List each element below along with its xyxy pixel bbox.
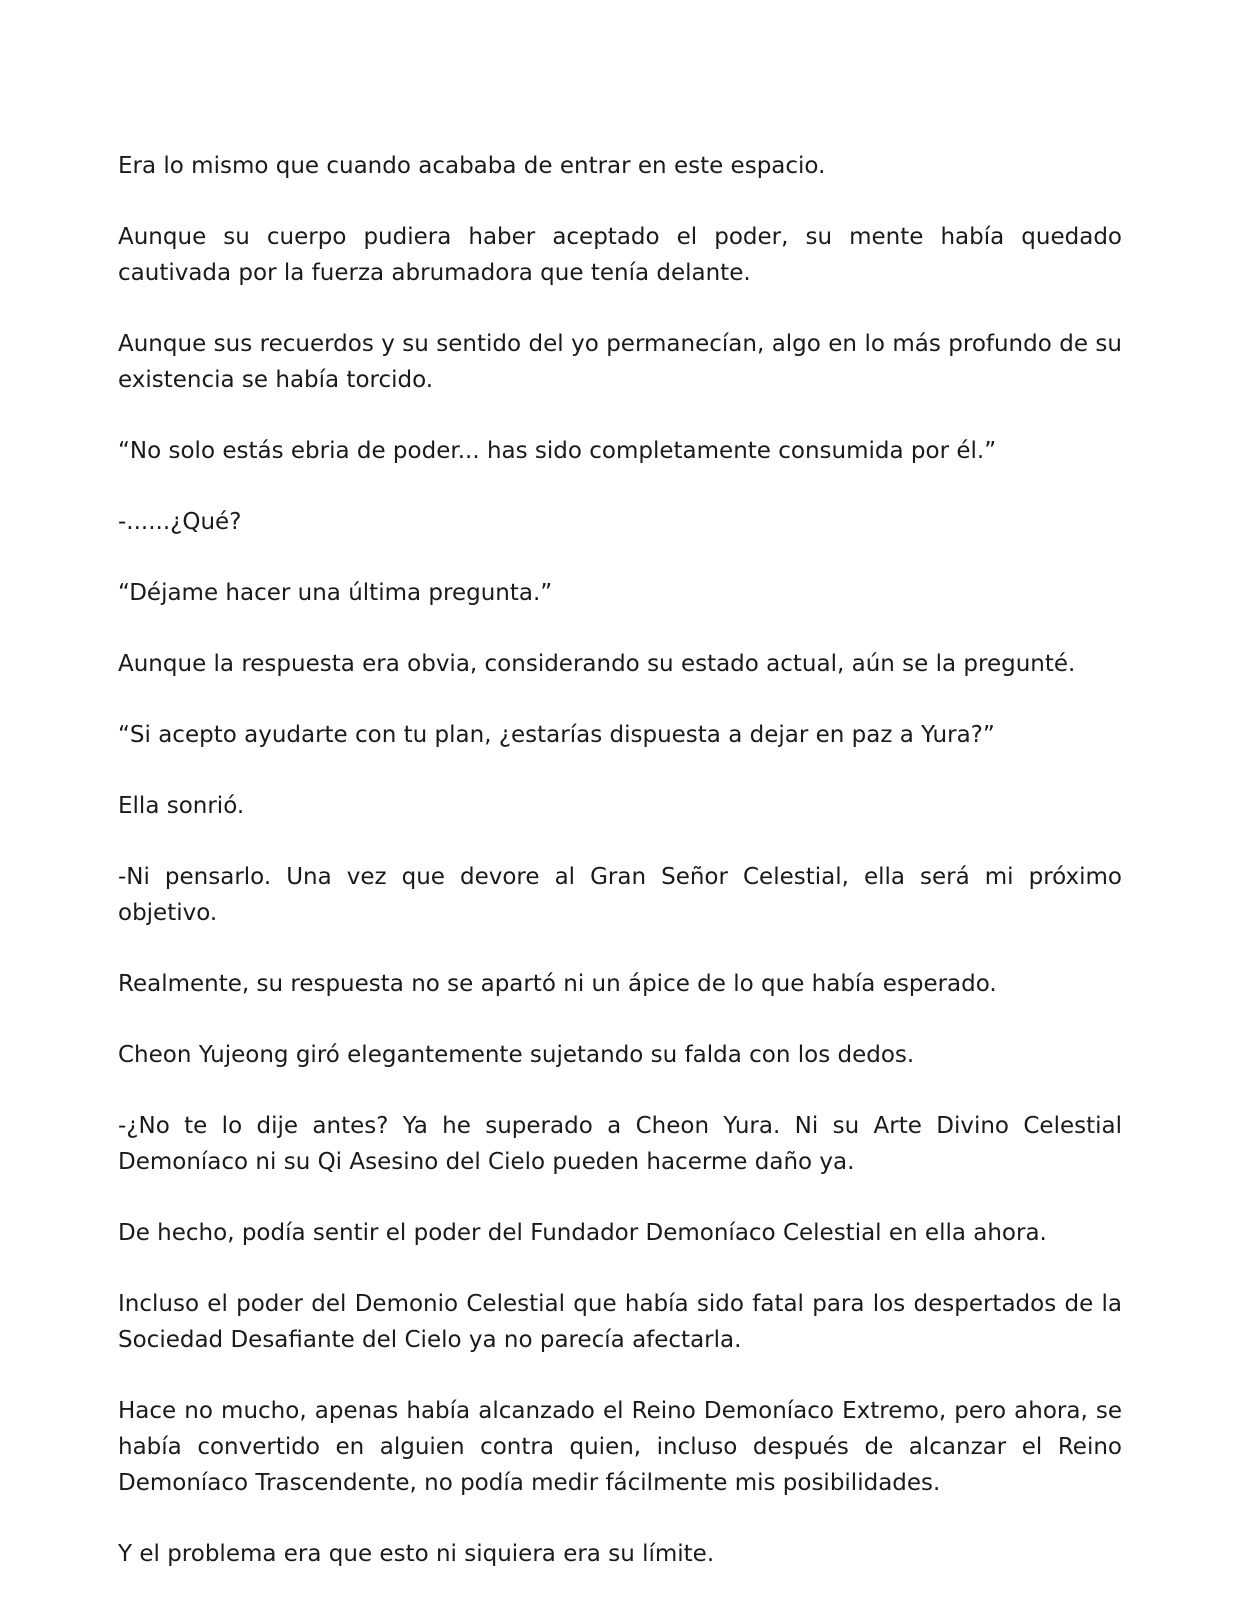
paragraph: Cheon Yujeong giró elegantemente sujetando su falda con los dedos. [118, 1042, 915, 1068]
paragraph: Aunque su cuerpo pudiera haber aceptado el poder, su mente había quedado cautivada por la fuerza abrumadora que tenía delante. [118, 224, 1122, 286]
paragraph: Era lo mismo que cuando acababa de entrar en este espacio. [118, 153, 826, 179]
paragraph: -¿No te lo dije antes? Ya he superado a Cheon Yura. Ni su Arte Divino Celestial Demoníaco ni su Qi Asesino del Cielo pueden hacerme daño ya. [118, 1113, 1122, 1175]
paragraph: Incluso el poder del Demonio Celestial que había sido fatal para los despertados de la Sociedad Desafiante del Cielo ya no parecía afectarla. [118, 1291, 1122, 1353]
paragraph: -Ni pensarlo. Una vez que devore al Gran Señor Celestial, ella será mi próximo objetivo. [118, 864, 1122, 926]
paragraph: Ella sonrió. [118, 793, 245, 819]
paragraph: Aunque la respuesta era obvia, considerando su estado actual, aún se la pregunté. [118, 651, 1076, 677]
paragraph: Hace no mucho, apenas había alcanzado el Reino Demoníaco Extremo, pero ahora, se había convertido en alguien contra quien, incluso después de alcanzar el Reino Demoníaco Trascendente, no podía medir fácilmente mis posibilidades. [118, 1398, 1122, 1496]
paragraph: Aunque sus recuerdos y su sentido del yo permanecían, algo en lo más profundo de su existencia se había torcido. [118, 331, 1122, 393]
paragraph: “Si acepto ayudarte con tu plan, ¿estarías dispuesta a dejar en paz a Yura?” [118, 722, 995, 748]
document-body [118, 148, 1122, 1572]
paragraph: “Déjame hacer una última pregunta.” [118, 580, 553, 606]
paragraph: Y el problema era que esto ni siquiera era su límite. [118, 1541, 715, 1567]
paragraph: De hecho, podía sentir el poder del Fundador Demoníaco Celestial en ella ahora. [118, 1220, 1047, 1246]
paragraph: “No solo estás ebria de poder... has sido completamente consumida por él.” [118, 438, 997, 464]
paragraph: -......¿Qué? [118, 509, 242, 535]
paragraph: Realmente, su respuesta no se apartó ni un ápice de lo que había esperado. [118, 971, 997, 997]
